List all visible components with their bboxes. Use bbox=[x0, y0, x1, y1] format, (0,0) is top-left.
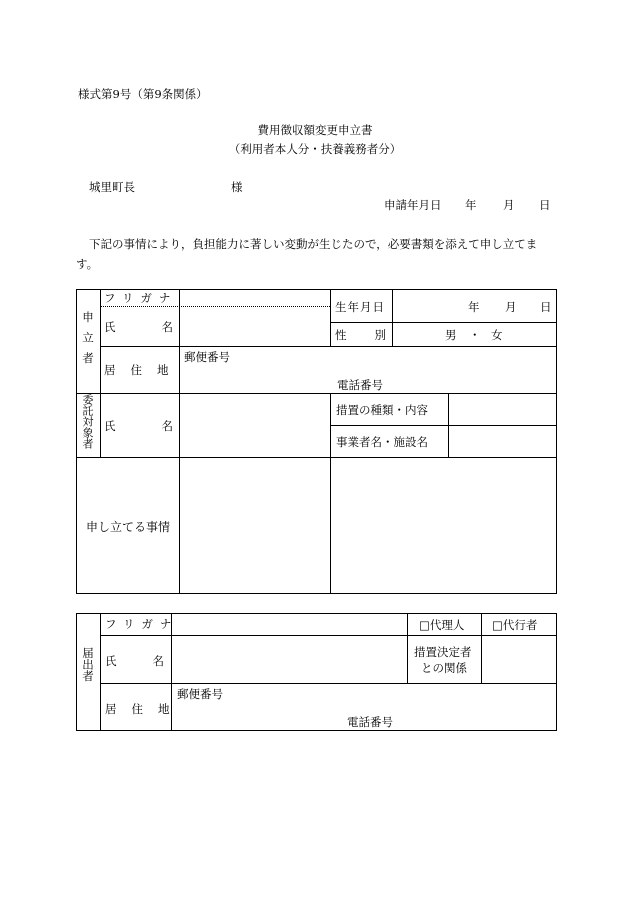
gender-separator: ・ bbox=[469, 328, 481, 342]
notifier-name-label: 氏名 bbox=[105, 654, 200, 668]
proxy-checkbox[interactable]: □代行者 bbox=[492, 618, 538, 632]
applicant-name-label: 氏名 bbox=[104, 320, 219, 334]
birth-year: 年 bbox=[468, 300, 480, 314]
table-border bbox=[556, 289, 557, 594]
table-rule bbox=[330, 322, 556, 323]
intro-text-line1: 下記の事情により，負担能力に著しい変動が生じたので，必要書類を添えて申し立てま bbox=[89, 237, 538, 251]
form-number: 様式第9号（第9条関係） bbox=[78, 87, 208, 101]
table-rule bbox=[407, 613, 408, 683]
table-rule bbox=[100, 683, 556, 684]
application-year: 年 bbox=[465, 198, 477, 212]
table-rule bbox=[100, 393, 101, 457]
table-rule bbox=[100, 613, 101, 730]
birth-month: 月 bbox=[505, 300, 517, 314]
page-title: 費用徴収額変更申立書 bbox=[257, 123, 373, 137]
table-rule bbox=[100, 346, 556, 347]
application-month: 月 bbox=[503, 198, 515, 212]
table-border bbox=[76, 730, 556, 731]
agent-checkbox[interactable]: □代理人 bbox=[419, 618, 465, 632]
notifier-furigana-label: フリガナ bbox=[105, 617, 179, 631]
table-rule bbox=[481, 613, 482, 683]
applicant-address-label: 居住地 bbox=[104, 363, 184, 377]
relation-label-line1: 措置決定者 bbox=[414, 645, 472, 659]
applicant-postal-label: 郵便番号 bbox=[184, 350, 230, 364]
application-date-label: 申請年月日 bbox=[384, 198, 442, 212]
relation-label-line2: との関係 bbox=[421, 661, 467, 675]
notifier-postal-label: 郵便番号 bbox=[177, 687, 223, 701]
table-rule bbox=[330, 425, 556, 426]
table-border bbox=[556, 613, 557, 731]
gender-female[interactable]: 女 bbox=[491, 328, 503, 342]
circumstances-label: 申し立てる事情 bbox=[86, 520, 171, 534]
table-border bbox=[76, 613, 556, 614]
birth-day: 日 bbox=[540, 300, 552, 314]
table-rule bbox=[100, 289, 101, 393]
addressee: 城里町長 bbox=[89, 180, 135, 194]
gender-male[interactable]: 男 bbox=[445, 328, 457, 342]
table-rule bbox=[100, 635, 556, 636]
table-rule bbox=[448, 393, 449, 457]
applicant-section-label: 申立者 bbox=[81, 311, 95, 373]
application-day: 日 bbox=[539, 198, 551, 212]
page-subtitle: （利用者本人分・扶養義務者分） bbox=[228, 142, 402, 156]
table-rule bbox=[330, 289, 331, 346]
notifier-phone-label: 電話番号 bbox=[347, 715, 393, 729]
table-rule bbox=[76, 393, 556, 394]
applicant-phone-label: 電話番号 bbox=[337, 378, 383, 392]
table-rule bbox=[330, 393, 331, 593]
target-name-label: 氏名 bbox=[104, 419, 219, 433]
table-rule bbox=[76, 457, 556, 458]
notifier-section-label: 届出者 bbox=[81, 647, 95, 682]
table-border bbox=[76, 593, 556, 594]
notifier-address-label: 居住地 bbox=[105, 702, 185, 716]
table-border bbox=[76, 289, 77, 594]
birthdate-label: 生年月日 bbox=[335, 300, 385, 314]
intro-text-line2: す。 bbox=[76, 257, 99, 271]
applicant-furigana-label: フリガナ bbox=[104, 291, 178, 305]
furigana-divider bbox=[100, 306, 330, 307]
gender-label: 性別 bbox=[335, 328, 414, 342]
table-border bbox=[76, 613, 77, 731]
target-section-label: 委託対象者 bbox=[81, 394, 94, 449]
facility-label: 事業者名・施設名 bbox=[336, 435, 428, 449]
measure-label: 措置の種類・内容 bbox=[336, 403, 428, 417]
honorific: 様 bbox=[231, 180, 243, 194]
